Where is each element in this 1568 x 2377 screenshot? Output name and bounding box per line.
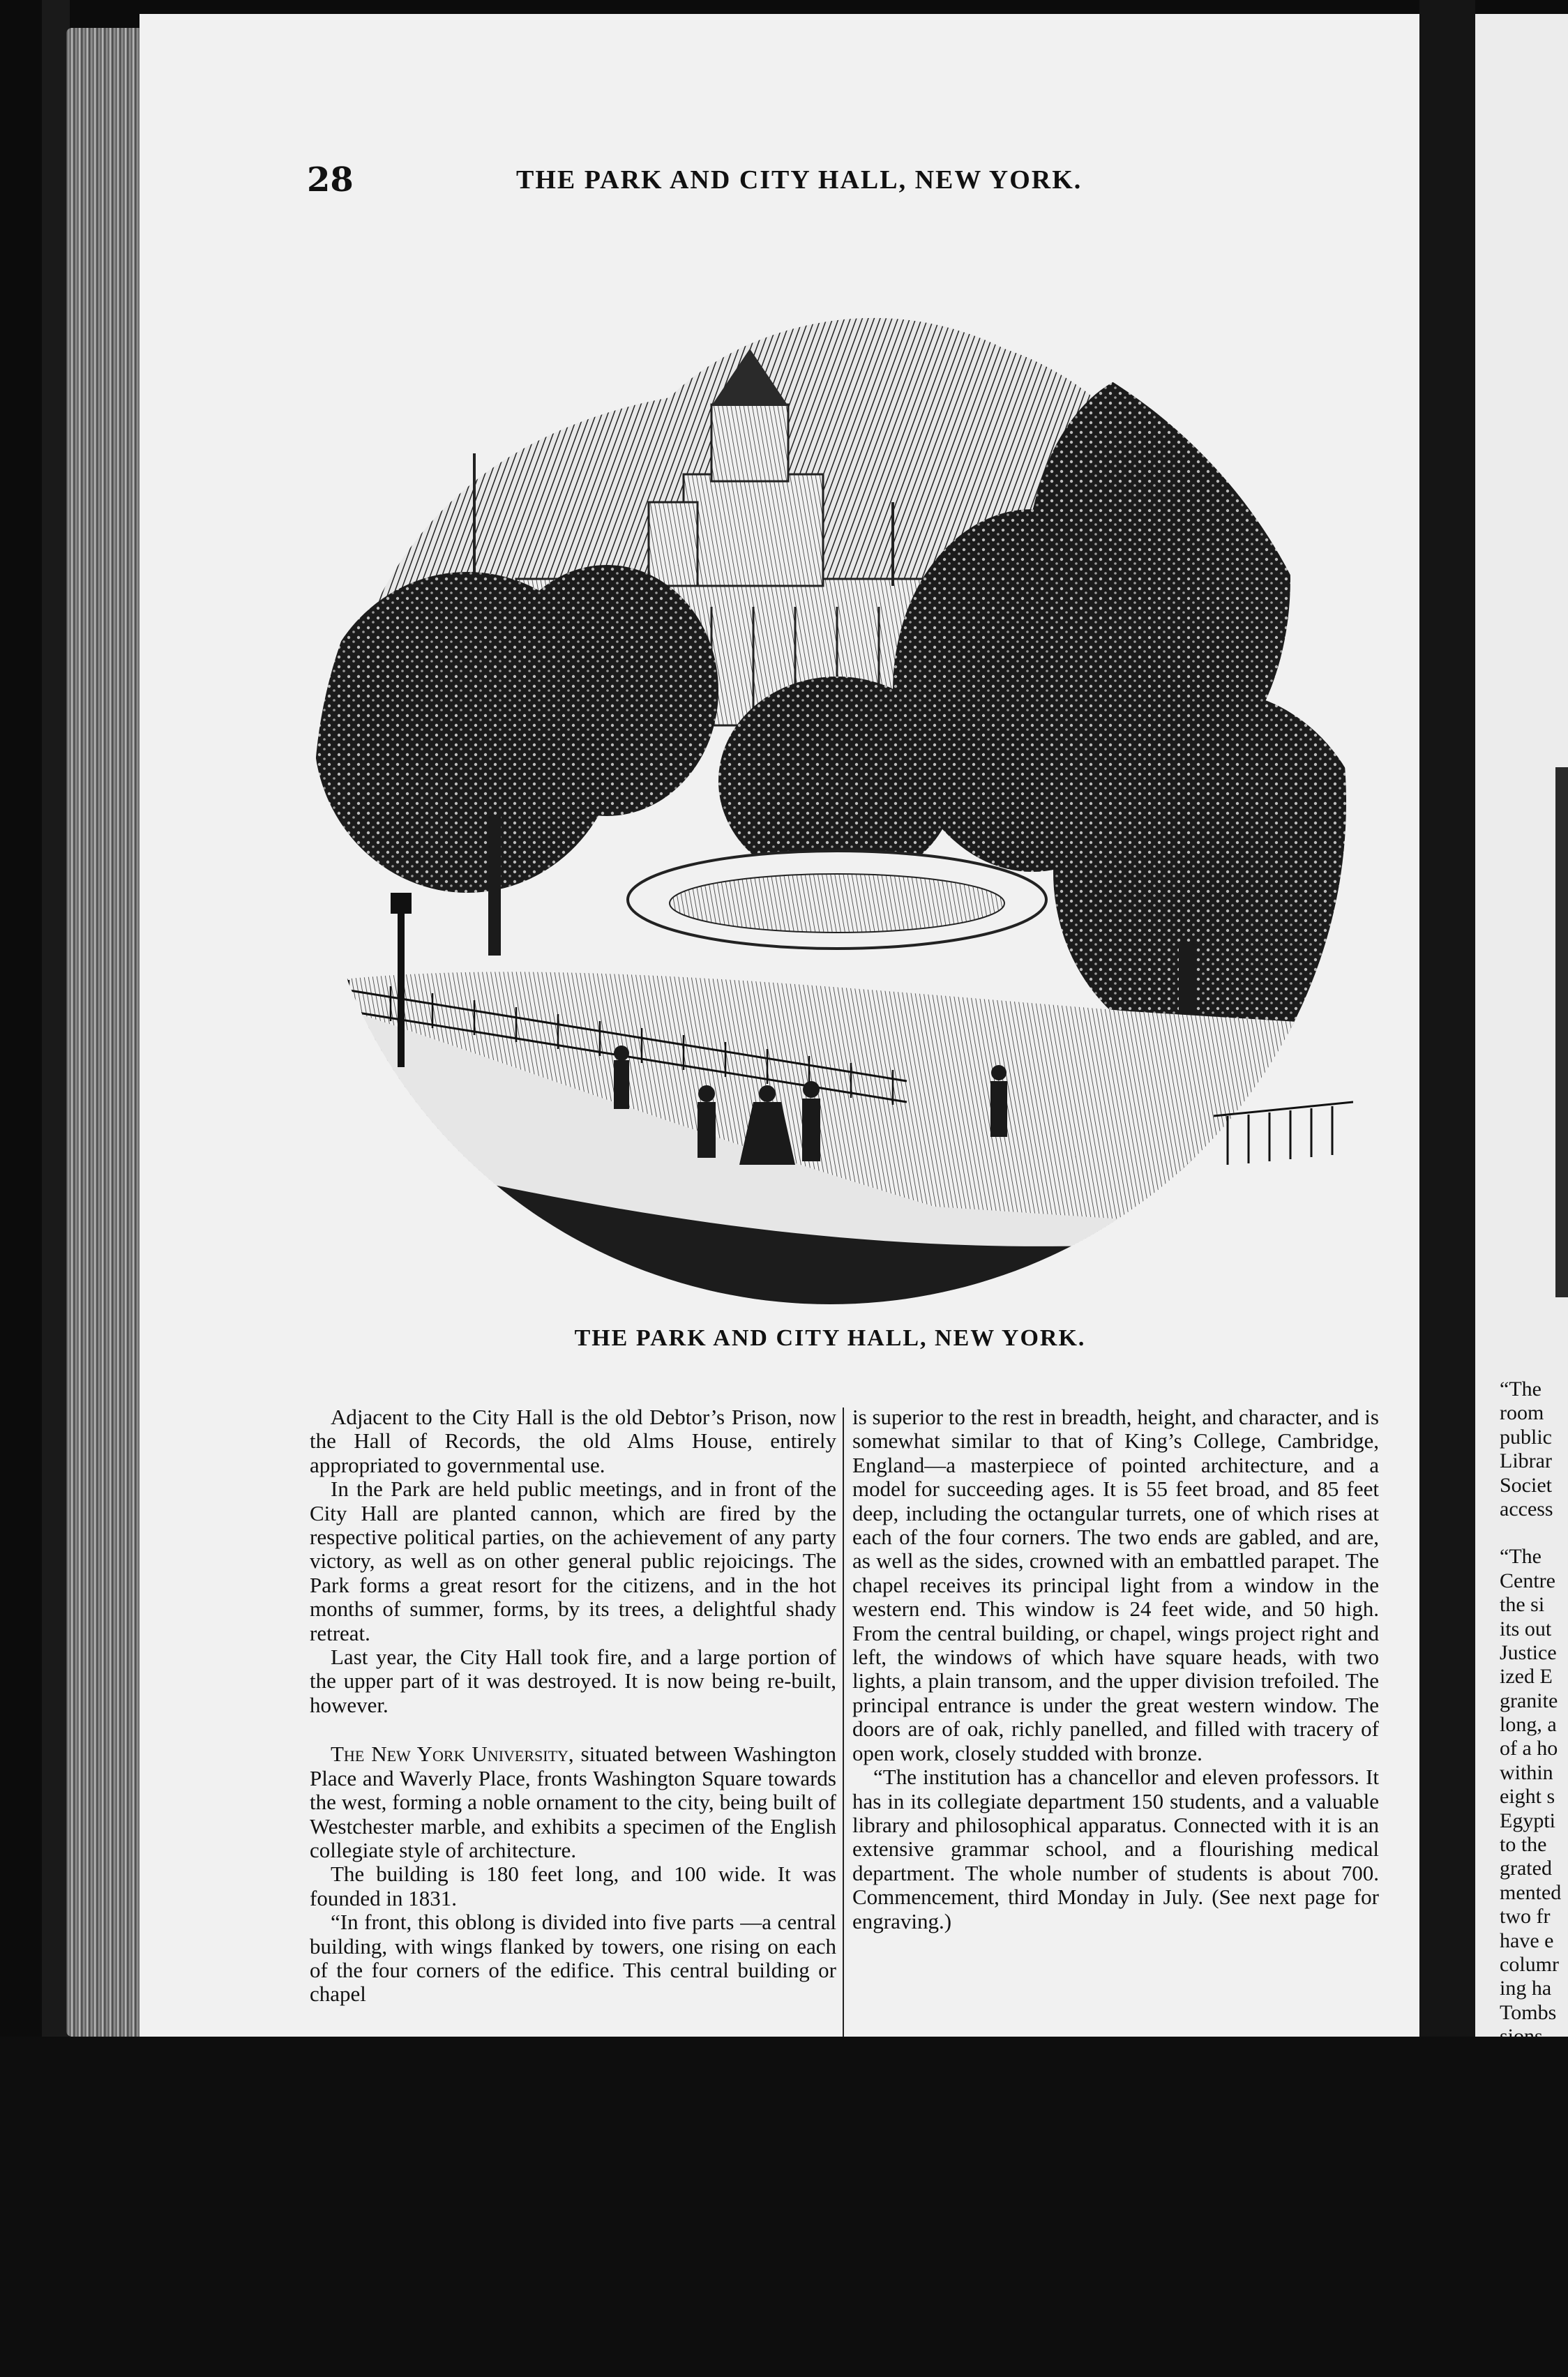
facing-line: ized E xyxy=(1500,1665,1553,1689)
facing-line: long, a xyxy=(1500,1713,1557,1737)
facing-line: Justice xyxy=(1500,1640,1557,1664)
facing-line: public xyxy=(1500,1425,1552,1449)
facing-page-text-fragments xyxy=(1500,1378,1566,2073)
facing-page-engraving-edge xyxy=(1555,767,1568,1297)
facing-line: Centre xyxy=(1500,1569,1555,1592)
facing-line: Librar xyxy=(1500,1449,1552,1473)
text-column-left xyxy=(310,1405,836,2007)
facing-line: access xyxy=(1500,1497,1553,1520)
facing-line: Egypti xyxy=(1500,1809,1555,1832)
facing-line: “The xyxy=(1500,1378,1541,1401)
paragraph-debtors-prison: Adjacent to the City Hall is the old Debtor’s Prison, now the Hall of Records, the old Alms House, entirely appropriated to governmental use. xyxy=(310,1405,836,1477)
paragraph-oblong-divisions: “In front, this oblong is divided into five parts —a central building, with wings flanked by towers, one rising on each of the four corners of the edifice. This central building or chapel xyxy=(310,1910,836,2007)
park-city-hall-engraving xyxy=(307,244,1353,1311)
facing-line: have e xyxy=(1500,1929,1554,1952)
column-rule xyxy=(843,1408,844,2091)
paragraph-new-york-university xyxy=(310,1742,836,1862)
illustration-caption: THE PARK AND CITY HALL, NEW YORK. xyxy=(574,1325,1086,1351)
facing-line: its out xyxy=(1500,1617,1552,1640)
text-column-right xyxy=(852,1405,1379,1933)
scan-border xyxy=(42,0,70,2377)
facing-line: room xyxy=(1500,1401,1544,1425)
scan-bottom-border xyxy=(0,2037,1568,2377)
section-lead-new-york-university: The New York University, xyxy=(331,1742,574,1767)
facing-line: two fr xyxy=(1500,1905,1551,1929)
book-page-edges xyxy=(66,28,143,2037)
book-gutter xyxy=(1419,0,1475,2377)
page-number: 28 xyxy=(307,160,354,199)
facing-line: granite xyxy=(1500,1689,1558,1712)
paragraph-university-text: situated between Washington Place and Waverly Place, fronts Washington Square towards the west, forming a noble ornament to the city, being built of Westchester marble, and exhibits a specimen of the English collegiate style of architecture. xyxy=(310,1742,836,1862)
paragraph-chapel-description: is superior to the rest in breadth, height, and character, and is somewhat similar to that of King’s College, Cambridge, England—a masterpiece of pointed architecture, and a model for succeeding ages. It is 55 feet broad, and 85 feet deep, including the octangular turrets, one of which rises at each of the four corners. The two ends are gabled, and are, as well as the sides, crowned with an embattled parapet. The chapel receives its principal light from a window in the western end. This window is 24 feet wide, and 50 high. From the central building, or chapel, wings project right and left, the windows of which have square heads, with two lights, a plain transom, and the upper division trefoiled. The principal entrance is under the great western window. The doors are of oak, richly panelled, and filled with tracery of open work, closely studded with bronze. xyxy=(852,1405,1379,1765)
facing-line: Societ xyxy=(1500,1473,1552,1497)
paragraph-park-meetings: In the Park are held public meetings, and in front of the City Hall are planted cannon, which are fired by the respective political parties, on the achievement of any party victory, as well as on other general public rejoicings. The Park forms a great resort for the citizens, and in the hot months of summer, forms, by its trees, a delightful shady retreat. xyxy=(310,1477,836,1645)
facing-line: the si xyxy=(1500,1593,1545,1617)
facing-line: ing ha xyxy=(1500,1977,1552,2000)
facing-line: to the xyxy=(1500,1833,1547,1857)
running-title: THE PARK AND CITY HALL, NEW YORK. xyxy=(516,165,1083,195)
paragraph-city-hall-fire: Last year, the City Hall took fire, and a large portion of the upper part of it was destroyed. It is now being re-built, however. xyxy=(310,1645,836,1717)
facing-line: eight s xyxy=(1500,1785,1555,1809)
facing-line: columr xyxy=(1500,1952,1559,1976)
paragraph-institution-details: “The institution has a chancellor and eleven professors. It has in its collegiate department 150 students, and a valuable library and philosophical apparatus. Connected with it is an extensive grammar school, and a flourishing medical department. The whole number of students is about 700. Commencement, third Monday in July. (See next page for engraving.) xyxy=(852,1765,1379,1933)
facing-line: grated xyxy=(1500,1857,1552,1880)
facing-line: Tombs xyxy=(1500,2000,1557,2024)
facing-line: within xyxy=(1500,1760,1553,1784)
paragraph-building-size: The building is 180 feet long, and 100 wide. It was founded in 1831. xyxy=(310,1862,836,1910)
facing-line: mented xyxy=(1500,1880,1562,1904)
facing-line: of a ho xyxy=(1500,1737,1558,1760)
facing-line: “The xyxy=(1500,1545,1541,1569)
running-head xyxy=(307,160,1214,202)
